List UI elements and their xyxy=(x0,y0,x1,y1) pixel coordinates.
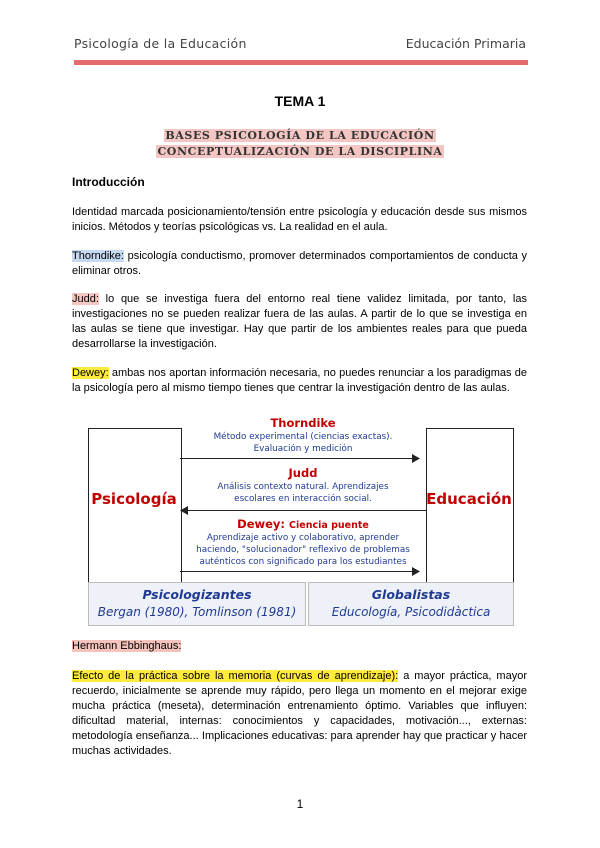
dewey-label: Dewey: xyxy=(72,367,109,379)
arrow-head-right-2 xyxy=(412,567,420,576)
dewey-paragraph: Dewey: ambas nos aportan información necesaria, no puedes renunciar a los paradigmas de la psicología pero al mismo tiempo tienes que centrar la investigación dentro de las aulas. xyxy=(72,367,527,394)
arrow-left xyxy=(186,510,426,511)
globalistas-title: Globalistas xyxy=(371,587,451,602)
arrow-head-left xyxy=(180,506,188,515)
page-number: 1 xyxy=(296,797,304,811)
practice-effect-label: Efecto de la práctica sobre la memoria (curvas de aprendizaje): xyxy=(72,670,399,682)
psicologizantes-authors: Bergan (1980), Tomlinson (1981) xyxy=(97,605,297,619)
subtitle-line-2: CONCEPTUALIZACIÓN DE LA DISCIPLINA xyxy=(157,145,443,158)
dewey-title: Dewey: Ciencia puente xyxy=(237,517,369,531)
judd-title: Judd xyxy=(288,466,318,480)
judd-line-1: Análisis contexto natural. Aprendizajes xyxy=(217,482,389,492)
thorndike-line-2: Evaluación y medición xyxy=(253,444,353,454)
page-title: TEMA 1 xyxy=(274,93,326,109)
globalistas-box xyxy=(308,582,514,626)
ebbinghaus-heading: Hermann Ebbinghaus: xyxy=(72,640,182,652)
educacion-label: Educación xyxy=(426,490,512,508)
arrow-right-1 xyxy=(180,458,418,459)
judd-line-2: escolares en interacción social. xyxy=(234,494,372,504)
dewey-line-2: haciendo, "solucionador" reflexivo de problemas xyxy=(196,545,410,555)
thorndike-line-1: Método experimental (ciencias exactas). xyxy=(213,432,393,442)
approaches-row xyxy=(88,582,512,626)
psicologizantes-title: Psicologizantes xyxy=(142,587,252,602)
subtitle-line-1: BASES PSICOLOGÍA DE LA EDUCACIÓN xyxy=(165,129,435,142)
ebbinghaus-paragraph: Efecto de la práctica sobre la memoria (curvas de aprendizaje): a mayor práctica, mayor recuerdo, inicialmente se aprende muy rápido, pero llega un momento en el mejorar exige mucha práctica (meseta), determinación entrenamiento óptimo. Variables que influyen: dificultad material, internas: conocimientos y capacidades, motivación..., externas: metodología enseñanza... Implicaciones educativas: para aprender hay que practicar y hacer muchas actividades. xyxy=(72,670,527,757)
psicologizantes-box xyxy=(88,582,306,626)
psychology-education-diagram xyxy=(88,414,512,634)
educacion-box xyxy=(426,428,514,594)
header-course: Educación Primaria xyxy=(405,36,526,51)
judd-paragraph: Judd: lo que se investiga fuera del entorno real tiene validez limitada, por tanto, las investigaciones no se pueden realizar fuera de las aulas. A partir de lo que se investiga en las aulas se tiene que investigar. Hay que partir de los ambientes reales para que pueda desarrollarse la investigación. xyxy=(72,293,527,350)
dewey-line-3: auténticos con significado para los estudiantes xyxy=(199,557,407,567)
arrow-right-2 xyxy=(180,571,418,572)
intro-paragraph: Identidad marcada posicionamiento/tensión entre psicología y educación desde sus mismos inicios. Métodos y teorías psicológicas vs. La realidad en el aula. xyxy=(72,206,527,233)
dewey-tag: Ciencia puente xyxy=(289,520,369,531)
arrow-head-right-1 xyxy=(412,454,420,463)
header-subject: Psicología de la Educación xyxy=(74,36,247,51)
dewey-line-1: Aprendizaje activo y colaborativo, aprender xyxy=(206,533,400,543)
thorndike-paragraph: Thorndike: psicología conductismo, promover determinados comportamientos de conducta y eliminar otros. xyxy=(72,250,527,277)
psicologia-box xyxy=(88,428,182,594)
header-rule xyxy=(74,60,528,65)
thorndike-title: Thorndike xyxy=(270,416,336,430)
globalistas-fields: Educología, Psicodidàctica xyxy=(331,605,491,619)
psicologia-label: Psicología xyxy=(91,490,177,508)
judd-label: Judd: xyxy=(72,293,99,305)
intro-heading: Introducción xyxy=(72,175,145,189)
thorndike-label: Thorndike: xyxy=(72,250,124,262)
